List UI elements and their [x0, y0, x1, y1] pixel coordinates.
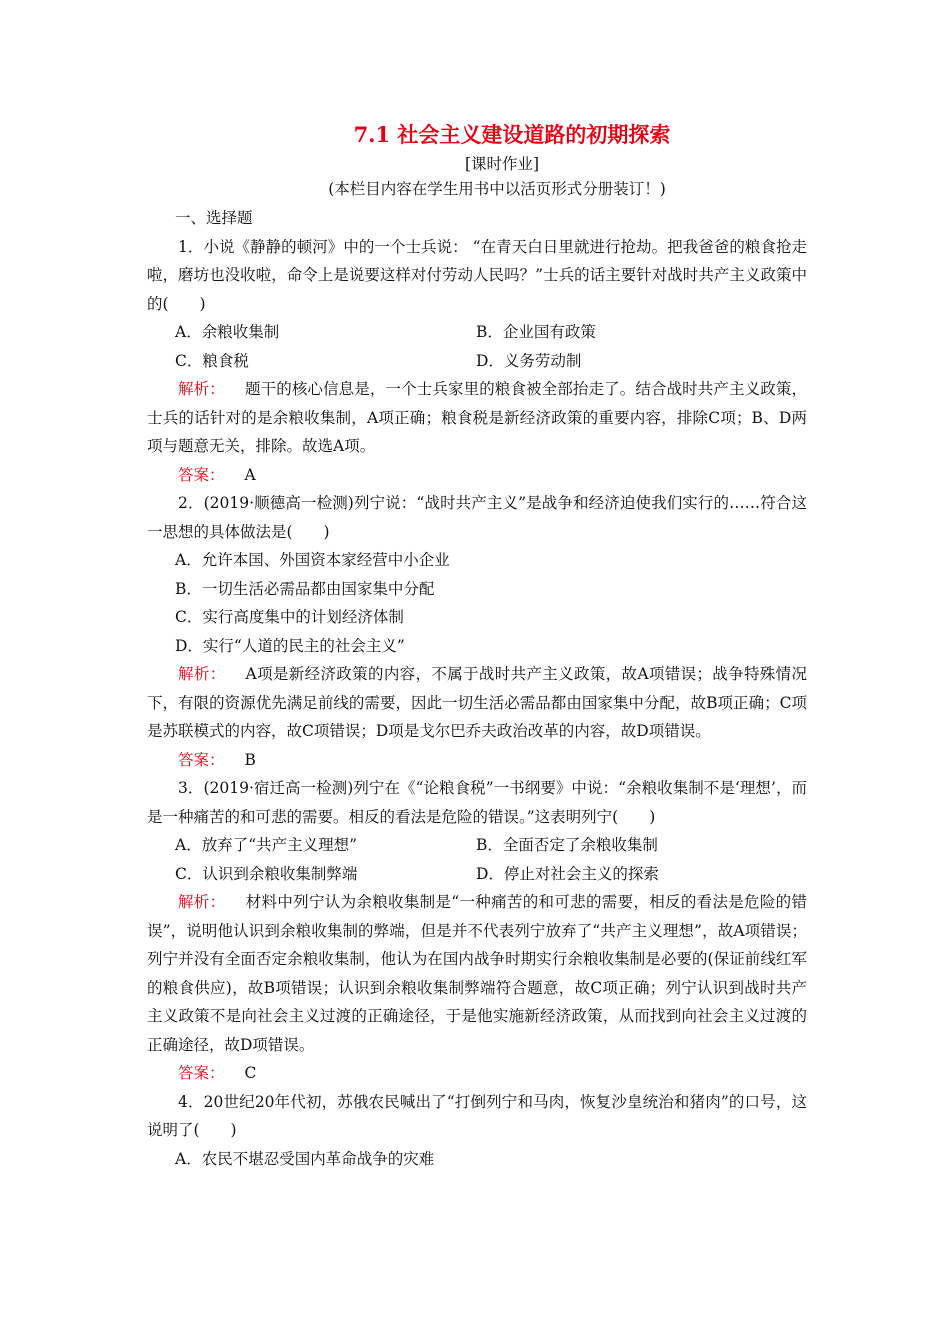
option-a: A．允许本国、外国资本家经营中小企业 — [175, 551, 450, 569]
analysis-text — [147, 888, 807, 1059]
analysis-text — [147, 375, 807, 461]
answer-line — [147, 1059, 807, 1088]
question-options — [147, 831, 807, 888]
question-1 — [147, 233, 807, 490]
answer-line — [147, 746, 807, 775]
binding-note: (本栏目内容在学生用书中以活页形式分册装订！) — [328, 180, 666, 198]
analysis-text — [147, 660, 807, 746]
analysis-label: 解析： — [178, 380, 225, 398]
answer-label: 答案： — [178, 1064, 225, 1082]
option-a: A．农民不堪忍受国内革命战争的灾难 — [175, 1149, 435, 1168]
document-page — [147, 118, 807, 1173]
answer-value: A — [244, 465, 256, 484]
analysis-label: 解析： — [178, 665, 226, 683]
option-a: A．放弃了“共产主义理想” — [175, 836, 358, 854]
question-3 — [147, 774, 807, 1088]
question-4 — [147, 1088, 807, 1174]
analysis-body: A项是新经济政策的内容，不属于战时共产主义政策，故A项错误；战争特殊情况下，有限的资源优先满足前线的需要，因此一切生活必需品都由国家集中分配，故B项正确；C项是苏联模式的内容，故C项错误；D项是戈尔巴乔夫政治改革的内容，故D项错误。 — [147, 665, 807, 740]
option-b: B．企业国有政策 — [476, 323, 596, 341]
question-stem: 1．小说《静静的顿河》中的一个士兵说： “在青天白日里就进行抢劫。把我爸爸的粮食抢走啦，磨坊也没收啦，命令上是说要这样对付劳动人民吗？”士兵的话主要针对战时共产主义政策中的( ) — [147, 237, 807, 313]
section-heading: 一、选择题 — [175, 209, 253, 227]
option-b: B．一切生活必需品都由国家集中分配 — [175, 579, 435, 598]
answer-label: 答案： — [178, 750, 225, 769]
analysis-label: 解析： — [178, 893, 226, 911]
answer-value: C — [244, 1064, 257, 1082]
option-b: B．全面否定了余粮收集制 — [476, 836, 658, 854]
option-c: C．粮食税 — [175, 351, 249, 370]
question-2 — [147, 489, 807, 774]
question-stem: 4．20世纪20年代初，苏俄农民喊出了“打倒列宁和马肉，恢复沙皇统治和猪肉”的口号，这说明了( ) — [147, 1092, 807, 1139]
question-stem: 3．(2019·宿迁高一检测)列宁在《“论粮食税”一书纲要》中说：“余粮收集制不是‘理想’，而是一种痛苦的和可悲的需要。相反的看法是危险的错误。”这表明列宁( ) — [147, 779, 807, 826]
option-c: C．实行高度集中的计划经济体制 — [175, 608, 404, 626]
page-subtitle: [课时作业] — [464, 155, 540, 173]
option-d: D．实行“人道的民主的社会主义” — [175, 636, 405, 655]
answer-line — [147, 461, 807, 490]
answer-label: 答案： — [178, 465, 225, 484]
analysis-body: 材料中列宁认为余粮收集制是“一种痛苦的和可悲的需要，相反的看法是危险的错误”，说明他认识到余粮收集制的弊端，但是并不代表列宁放弃了“共产主义理想”，故A项错误；列宁并没有全面否定余粮收集制，他认为在国内战争时期实行余粮收集制是必要的(保证前线红军的粮食供应)，故B项错误；认识到余粮收集制弊端符合题意，故C项正确；列宁认识到战时共产主义政策不是向社会主义过渡的正确途径，于是他实施新经济政策，从而找到向社会主义过渡的正确途径，故D项错误。 — [147, 893, 807, 1054]
option-c: C．认识到余粮收集制弊端 — [175, 864, 358, 883]
answer-value: B — [244, 750, 256, 769]
page-title: 7.1 社会主义建设道路的初期探索 — [353, 122, 671, 147]
option-d: D．义务劳动制 — [476, 351, 582, 370]
question-stem: 2．(2019·顺德高一检测)列宁说：“战时共产主义”是战争和经济迫使我们实行的……符合这一思想的具体做法是( ) — [147, 494, 807, 541]
analysis-body: 题干的核心信息是，一个士兵家里的粮食被全部抬走了。结合战时共产主义政策，士兵的话针对的是余粮收集制，A项正确；粮食税是新经济政策的重要内容，排除C项；B、D两项与题意无关，排除。故选A项。 — [147, 380, 807, 455]
option-a: A．余粮收集制 — [175, 323, 280, 341]
question-options — [147, 318, 807, 375]
option-d: D．停止对社会主义的探索 — [476, 864, 659, 883]
